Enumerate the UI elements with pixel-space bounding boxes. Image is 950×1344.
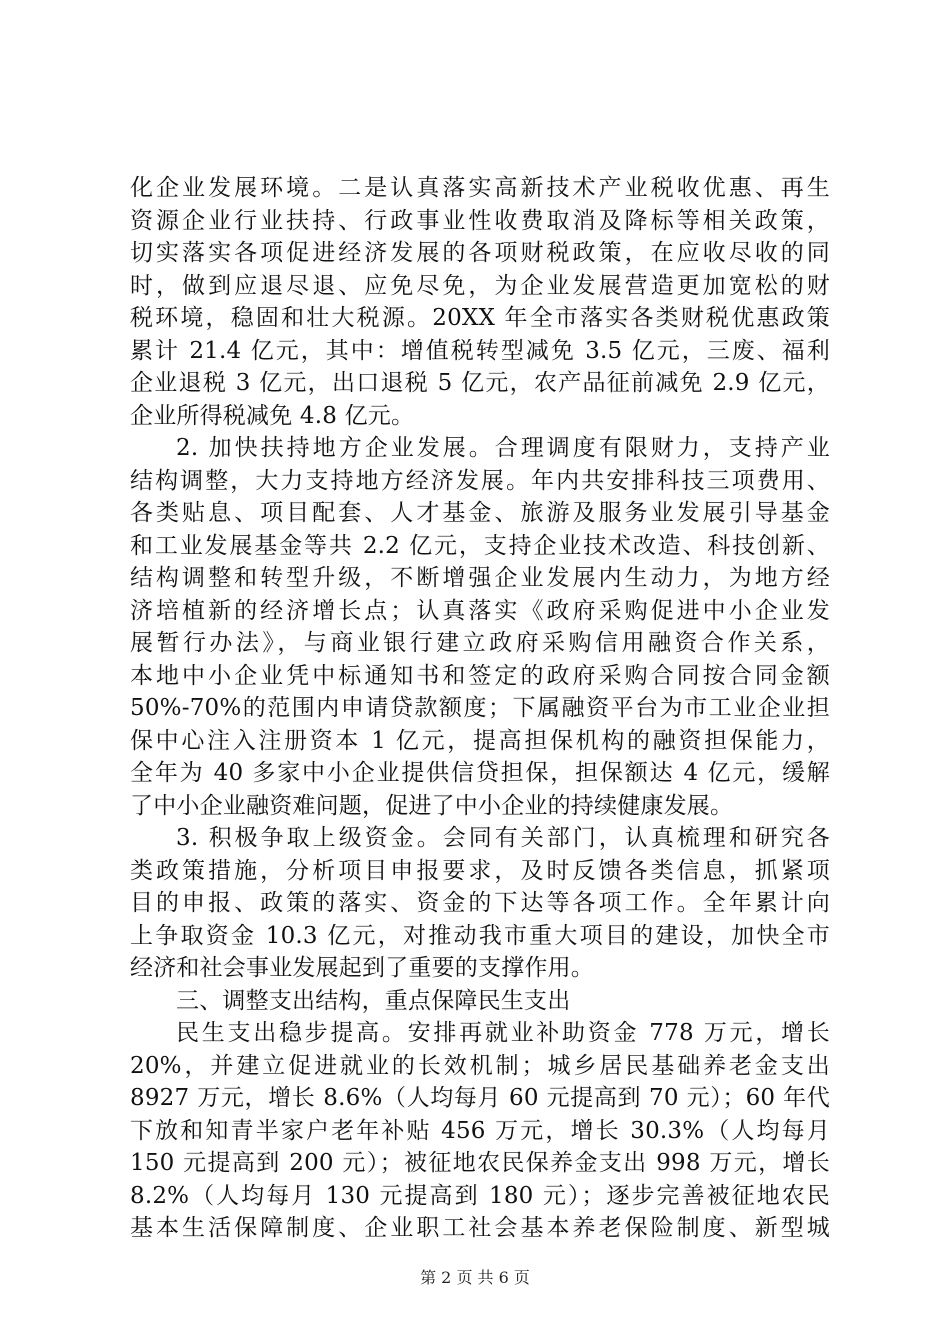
text-line: 各类贴息、项目配套、人才基金、旅游及服务业发展引导基金 — [130, 500, 830, 526]
text-line: 税环境，稳固和壮大税源。20XX 年全市落实各类财税优惠政策 — [130, 305, 830, 331]
text-line: 民生支出稳步提高。安排再就业补助资金 778 万元，增长 — [176, 1020, 830, 1046]
text-line: 企业退税 3 亿元，出口退税 5 亿元，农产品征前减免 2.9 亿元， — [130, 370, 830, 396]
text-line: 8927 万元，增长 8.6%（人均每月 60 元提高到 70 元）；60 年代 — [130, 1085, 830, 1111]
page-footer: 第 2 页 共 6 页 — [420, 1268, 530, 1287]
text-line: 类政策措施，分析项目申报要求，及时反馈各类信息，抓紧项 — [130, 857, 830, 884]
text-line: 结构调整，大力支持地方经济发展。年内共安排科技三项费用、 — [130, 467, 830, 494]
text-line: 上争取资金 10.3 亿元，对推动我市重大项目的建设，加快全市 — [130, 922, 830, 949]
text-line: 和工业发展基金等共 2.2 亿元，支持企业技术改造、科技创新、 — [130, 532, 830, 559]
text-line: 3. 积极争取上级资金。会同有关部门，认真梳理和研究各 — [176, 825, 830, 851]
text-line: 切实落实各项促进经济发展的各项财税政策，在应收尽收的同 — [130, 240, 830, 266]
text-line: 时，做到应退尽退、应免尽免，为企业发展营造更加宽松的财 — [130, 272, 830, 299]
text-line: 20%，并建立促进就业的长效机制；城乡居民基础养老金支出 — [130, 1052, 830, 1079]
text-line: 基本生活保障制度、企业职工社会基本养老保险制度、新型城 — [130, 1215, 830, 1241]
text-line: 企业所得税减免 4.8 亿元。 — [130, 402, 415, 429]
text-line: 济培植新的经济增长点；认真落实《政府采购促进中小企业发 — [130, 597, 830, 624]
document-body — [130, 172, 830, 1245]
text-line: 全年为 40 多家中小企业提供信贷担保，担保额达 4 亿元，缓解 — [130, 760, 830, 786]
text-line: 三、调整支出结构，重点保障民生支出 — [176, 987, 571, 1014]
text-line: 本地中小企业凭中标通知书和签定的政府采购合同按合同金额 — [130, 662, 830, 689]
text-line: 累计 21.4 亿元，其中：增值税转型减免 3.5 亿元，三废、福利 — [130, 337, 830, 364]
text-line: 保中心注入注册资本 1 亿元，提高担保机构的融资担保能力， — [130, 727, 830, 754]
text-line: 展暂行办法》，与商业银行建立政府采购信用融资合作关系， — [130, 630, 830, 656]
text-line: 50%-70%的范围内申请贷款额度；下属融资平台为市工业企业担 — [130, 695, 830, 721]
text-line: 资源企业行业扶持、行政事业性收费取消及降标等相关政策， — [130, 207, 830, 234]
text-line: 了中小企业融资难问题，促进了中小企业的持续健康发展。 — [130, 792, 734, 819]
text-line: 化企业发展环境。二是认真落实高新技术产业税收优惠、再生 — [130, 175, 830, 201]
text-line: 经济和社会事业发展起到了重要的支撑作用。 — [130, 955, 594, 981]
text-line: 结构调整和转型升级，不断增强企业发展内生动力，为地方经 — [130, 565, 830, 591]
text-line: 目的申报、政策的落实、资金的下达等各项工作。全年累计向 — [130, 890, 830, 916]
text-line: 150 元提高到 200 元）；被征地农民保养金支出 998 万元，增长 — [130, 1150, 830, 1176]
text-line: 8.2%（人均每月 130 元提高到 180 元）；逐步完善被征地农民 — [130, 1182, 830, 1209]
text-line: 2. 加快扶持地方企业发展。合理调度有限财力，支持产业 — [176, 435, 830, 461]
text-line: 下放和知青半家户老年补贴 456 万元，增长 30.3%（人均每月 — [130, 1117, 830, 1144]
